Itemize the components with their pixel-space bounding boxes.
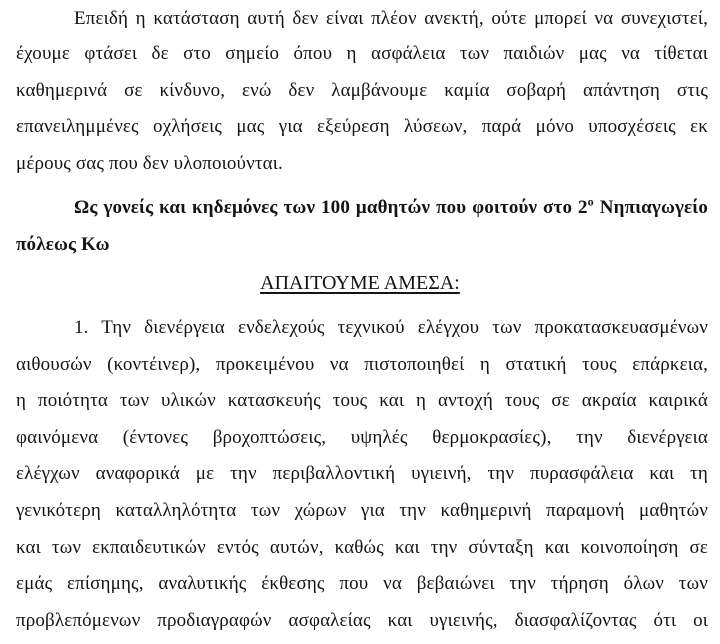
demand-1-line-2: αιθουσών (κοντέινερ), προκειμένου να πιστοποιηθεί η στατική τους επάρκεια, <box>16 354 708 375</box>
demand-1-line-7: και των εκπαιδευτικών εντός αυτών, καθώς και την σύνταξη και κοινοποίηση σε <box>16 537 708 558</box>
demands-heading: ΑΠΑΙΤΟΥΜΕ ΑΜΕΣΑ: <box>260 272 460 294</box>
demand-1-line-1: 1. Την διενέργεια ενδελεχούς τεχνικού ελέγχου των προκατασκευασμένων <box>74 317 708 338</box>
ordinal-superscript: ο <box>587 194 594 209</box>
demand-1-line-8: εμάς επίσημης, αναλυτικής έκθεσης που να βεβαιώνει την τήρηση όλων των <box>16 573 708 594</box>
paragraph-2-text-before: Ως γονείς και κηδεμόνες των 100 μαθητών που φοιτούν στο 2 <box>74 197 588 218</box>
demand-1-line-4: φαινόμενα (έντονες βροχοπτώσεις, υψηλές θερμοκρασίες), την διενέργεια <box>16 427 708 448</box>
paragraph-2-line-2: πόλεως Κω <box>16 234 110 255</box>
paragraph-1-line-4: επανειλημμένες οχλήσεις μας για εξεύρεση λύσεων, παρά μόνο υποσχέσεις εκ <box>16 116 708 137</box>
demand-1-line-3: η ποιότητα των υλικών κατασκευής τους και η αντοχή τους σε ακραία καιρικά <box>16 390 708 411</box>
demand-1-line-5: ελέγχων αναφορικά με την περιβαλλοντική υγιεινή, την πυρασφάλεια και τη <box>16 463 708 484</box>
paragraph-1-line-5: μέρους σας που δεν υλοποιούνται. <box>16 153 283 174</box>
paragraph-1-line-1: Επειδή η κατάσταση αυτή δεν είναι πλέον ανεκτή, ούτε μπορεί να συνεχιστεί, <box>74 8 708 29</box>
paragraph-2-text-after: Νηπιαγωγείο <box>593 197 708 218</box>
demand-1-line-9: προβλεπόμενων προδιαγραφών ασφαλείας και υγιεινής, διασφαλίζοντας ότι οι <box>16 610 708 631</box>
paragraph-1-line-2: έχουμε φτάσει δε στο σημείο όπου η ασφάλεια των παιδιών μας να τίθεται <box>16 43 708 64</box>
paragraph-1-line-3: καθημερινά σε κίνδυνο, ενώ δεν λαμβάνουμε καμία σοβαρή απάντηση στις <box>16 80 708 101</box>
paragraph-2-line-1 <box>74 196 708 220</box>
demand-1-line-6: γενικότερη καταλληλότητα των χώρων για την καθημερινή παραμονή μαθητών <box>16 500 708 521</box>
